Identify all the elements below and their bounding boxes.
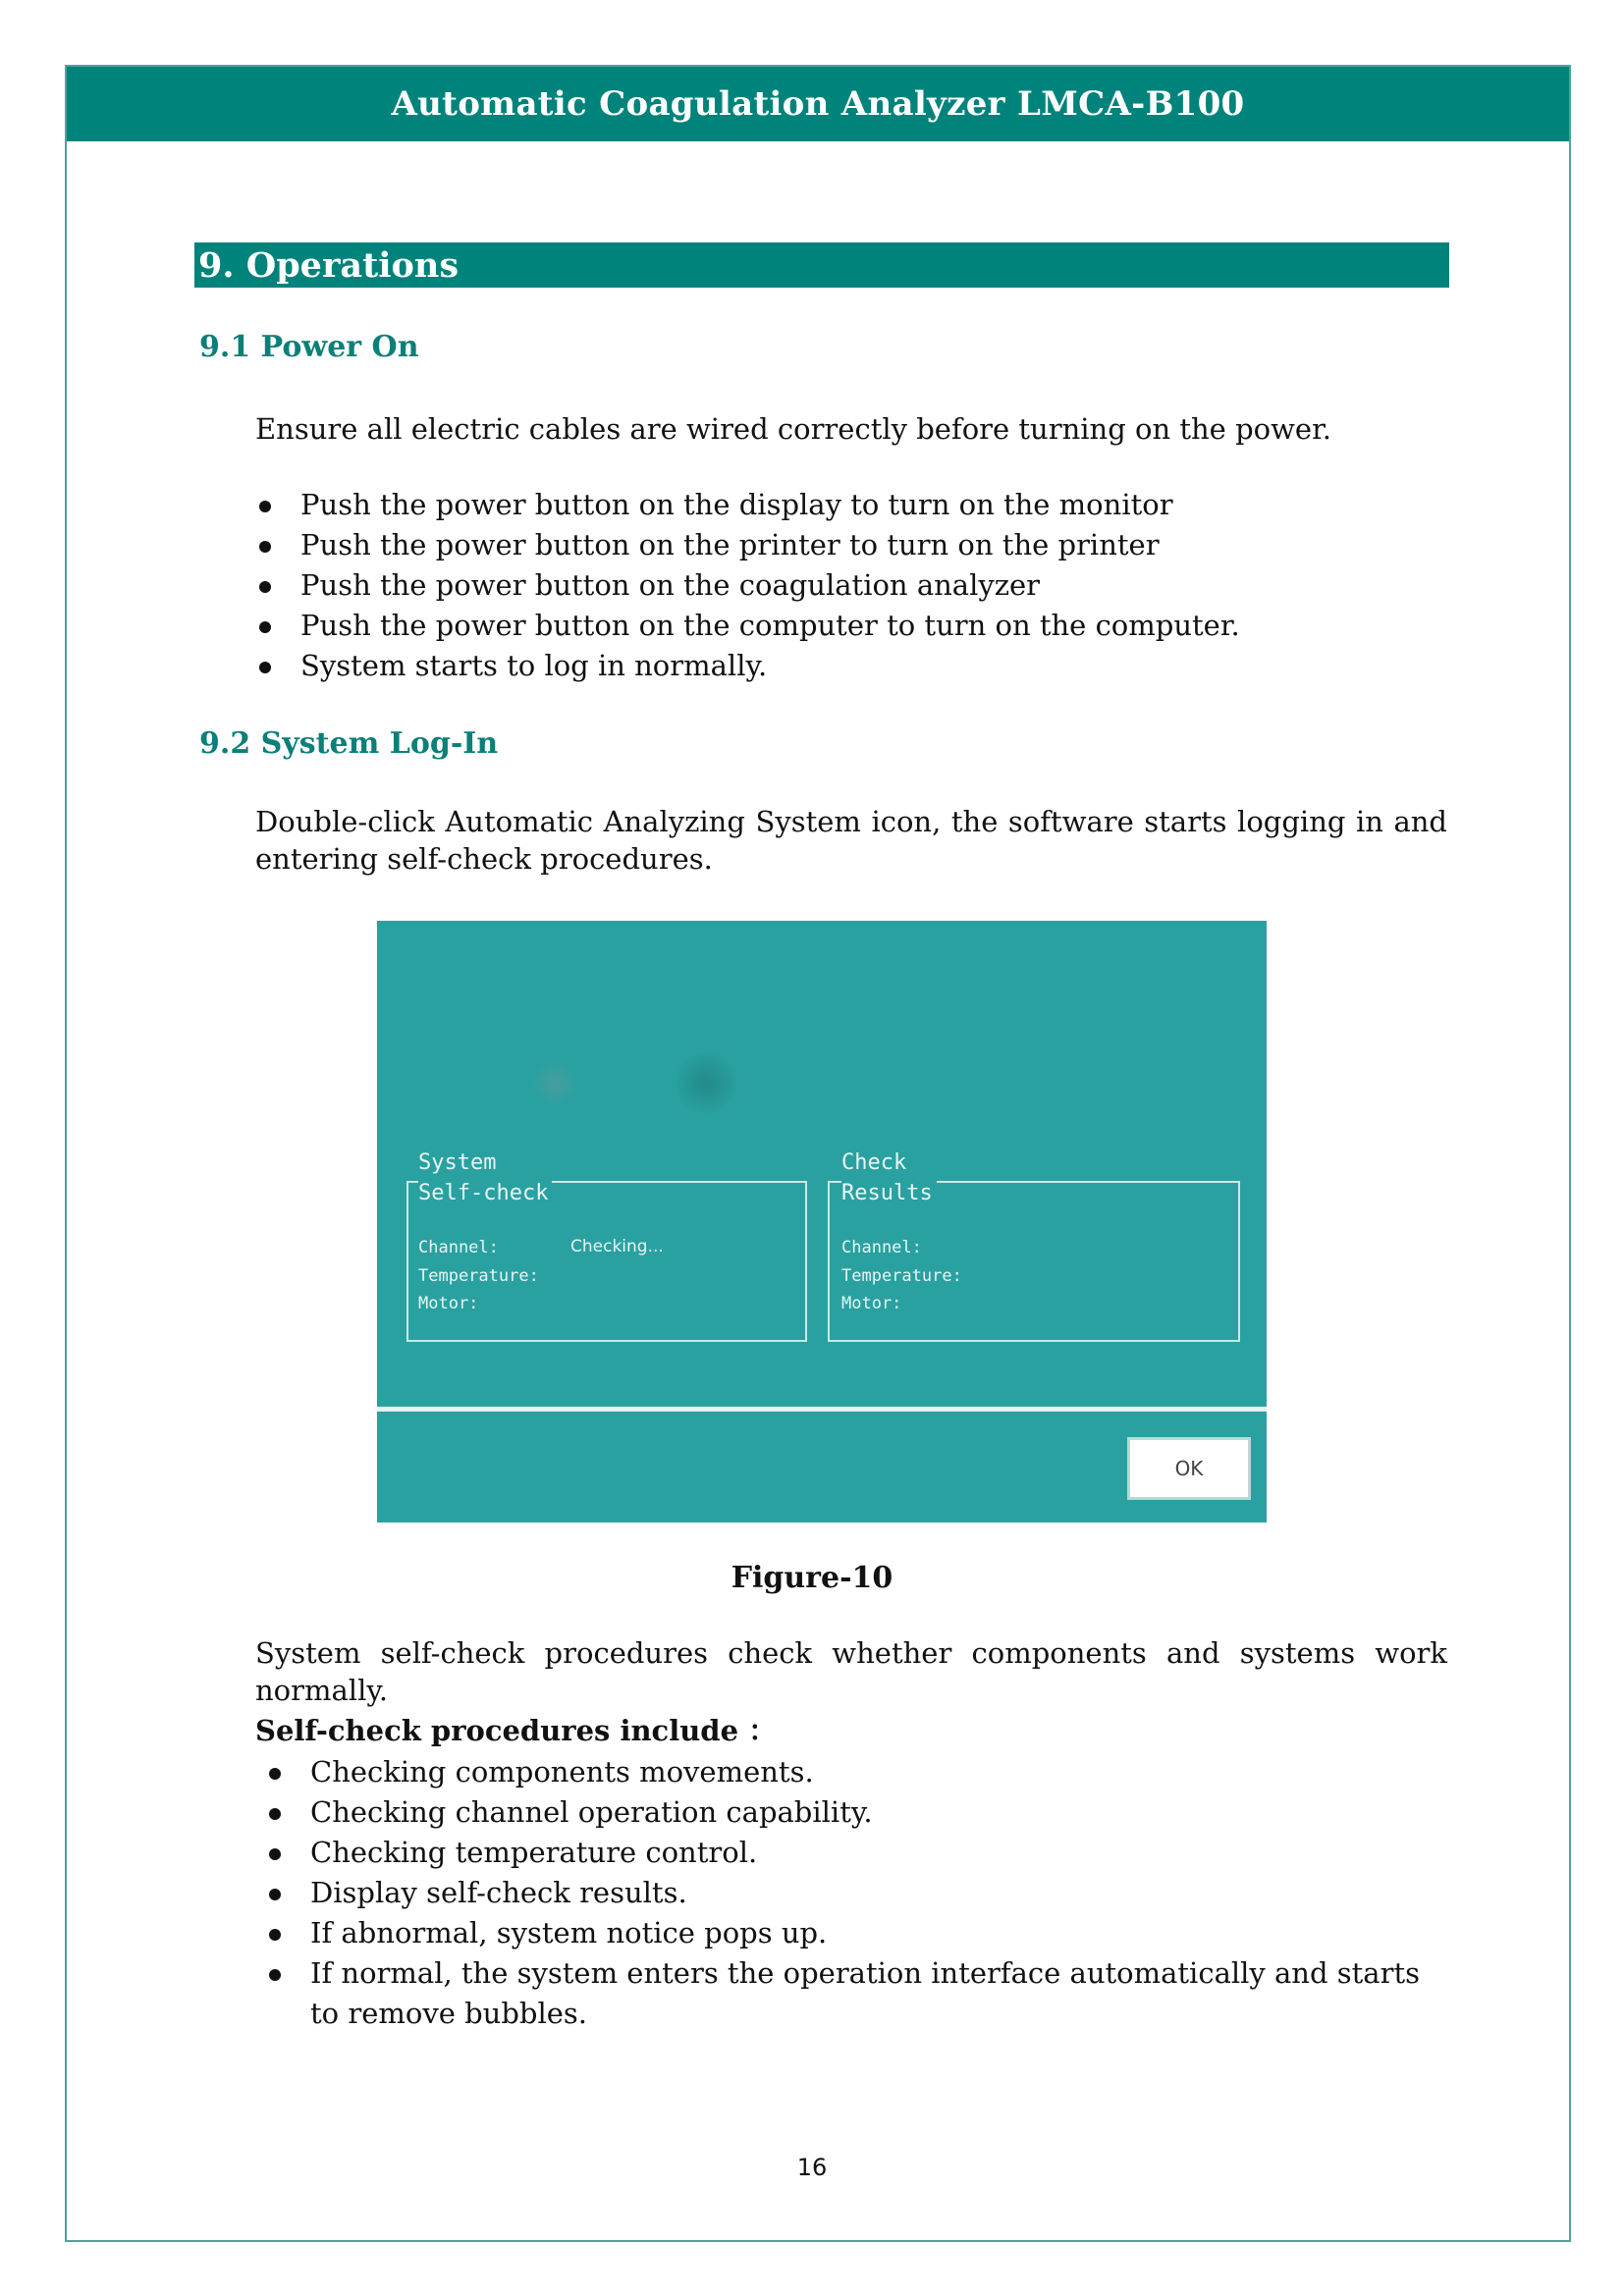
panel-title-selfcheck: Self-check — [418, 1181, 552, 1205]
figure-divider — [377, 1407, 1267, 1412]
bullet-icon — [269, 1808, 281, 1820]
bullet-icon — [269, 1969, 281, 1981]
ok-button[interactable]: OK — [1127, 1437, 1251, 1500]
selfcheck-items — [310, 1752, 1449, 2034]
figure-caption: Figure-10 — [731, 1561, 893, 1595]
power-on-intro: Ensure all electric cables are wired correctly before turning on the power. — [255, 412, 1331, 446]
bullet-icon — [269, 1929, 281, 1941]
bullet-icon — [259, 581, 271, 593]
selfcheck-subheading: Self-check procedures include ： — [255, 1714, 778, 1747]
list-item: Push the power button on the coagulation analyzer — [300, 565, 1430, 606]
login-intro: Double-click Automatic Analyzing System icon, the software starts logging in and entering self-check procedures. — [255, 805, 1447, 876]
bullet-icon — [259, 501, 271, 512]
list-item: Push the power button on the display to turn on the monitor — [300, 485, 1430, 525]
bullet-icon — [269, 1889, 281, 1900]
result-temperature-label: Temperature: — [841, 1266, 962, 1286]
page-number: 16 — [796, 2154, 828, 2181]
list-item: Checking components movements. — [310, 1752, 1449, 1792]
list-item: System starts to log in normally. — [300, 646, 1430, 686]
motor-label: Motor: — [418, 1294, 479, 1313]
bullet-icon — [259, 541, 271, 553]
power-on-steps — [300, 485, 1430, 686]
bullet-icon — [259, 621, 271, 633]
section-bar — [194, 242, 1449, 288]
bullet-icon — [269, 1768, 281, 1780]
list-item: If normal, the system enters the operation interface automatically and starts to remove bubbles. — [310, 1953, 1449, 2034]
result-channel-label: Channel: — [841, 1238, 922, 1257]
subheading-system-login: 9.2 System Log-In — [199, 726, 499, 761]
list-item: Checking temperature control. — [310, 1833, 1449, 1873]
header-title: Automatic Coagulation Analyzer LMCA-B100 — [391, 84, 1245, 124]
bullet-icon — [259, 662, 271, 673]
header-band — [67, 67, 1569, 141]
panel-title-results: Results — [841, 1181, 937, 1205]
result-motor-label: Motor: — [841, 1294, 902, 1313]
temperature-label: Temperature: — [418, 1266, 539, 1286]
section-title: 9. Operations — [198, 244, 460, 286]
figure-selfcheck-screen — [377, 921, 1267, 1522]
panel-title-check: Check — [841, 1150, 910, 1175]
subheading-power-on: 9.1 Power On — [199, 330, 419, 364]
channel-label: Channel: — [418, 1238, 499, 1257]
panel-title-system: System — [418, 1150, 500, 1175]
list-item: Display self-check results. — [310, 1873, 1449, 1913]
list-item: Push the power button on the computer to turn on the computer. — [300, 606, 1430, 646]
bullet-icon — [269, 1848, 281, 1860]
selfcheck-intro: System self-check procedures check whether components and systems work normally. — [255, 1636, 1447, 1707]
list-item: Push the power button on the printer to turn on the printer — [300, 525, 1430, 565]
channel-status: Checking... — [570, 1237, 664, 1256]
list-item: Checking channel operation capability. — [310, 1792, 1449, 1833]
list-item: If abnormal, system notice pops up. — [310, 1913, 1449, 1953]
